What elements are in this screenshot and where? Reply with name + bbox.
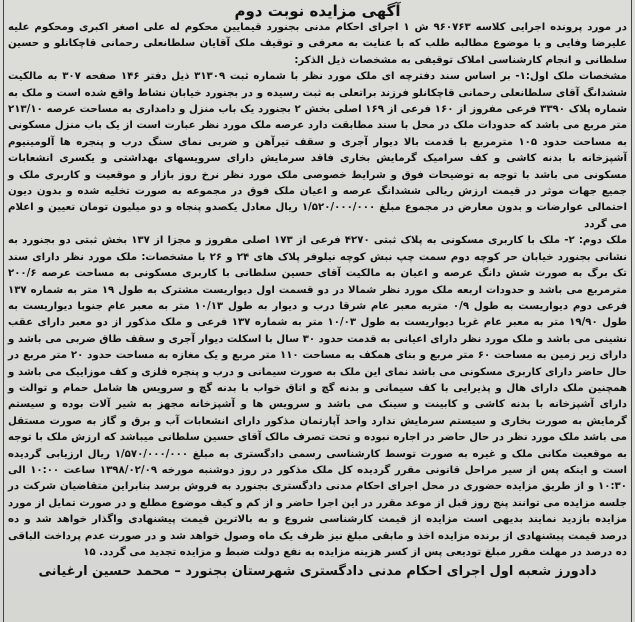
second-property-paragraph: ملک دوم: ۲- ملک با کاربری مسکونی به پلاک ثبتی ۴۲۷۰ فرعی از ۱۷۳ اصلی مفروز و مجزا از ۱۳۷ بخش ثبتی دو بجنورد به نشانی بجنورد خیابان حر کوچه دوم سمت چپ نبش کوچه نیلوفر پلاک های ۲۴ و ۲۶ با مشخصات: ملک مورد نظر دارای سند تک برگ به صورت شش دانگ عرصه و اعیان به مالکیت آقای حسین سلطانی با کاربری مسکونی به مساحت عرصه ۲۰۰/۶ مترمربع می باشد و حدودات اربعه ملک مورد نظر شمالا در دو قسمت اول دیواریست مشترک به طول ۱۹ متر به شماره ۱۳۷ فرعی دوم دیواریست به طول ۰/۹ متربه معبر عام شرقا درب و دیوار به طول ۱۰/۱۳ متر به معبر عام جنوبا دیواریست به طول ۱۹/۹۰ متر به معبر عام غربا دیواریست به طول ۱۰/۰۳ متر به شماره ۱۳۷ فرعی و ملک مذکور از دو معبر دارای عقب نشینی می باشد و ملک مورد نظر دارای اعیانی به قدمت حدود ۳۰ سال با اسکلت دیوار آجری و سقف طاق ضربی می باشد و دارای زیر زمین به مساحت ۶۰ متر مربع و بنای همکف به مساحت ۱۱۰ متر مربع و یک مغازه به مساحت حدود ۲۰ متر مربع در حال حاضر دارای کاربری مسکونی می باشد نمای این ملک به صورت سیمانی و درب و پنجره فلزی و کف موزاییک می باشد و همچنین ملک دارای هال و پذیرایی با کف سیمانی و بدنه گچ و اتاق خواب با بدنه گچ و سرویس ها شامل حمام و توالت و دارای آشپزخانه با بدنه کاشی و کابینت و سینک می باشد و سرویس ها و آشپزخانه مجهز به شیر آلات بوده و سیستم گرمایش به صورت بخاری و سیستم سرمایش ندارد واحد آپارتمان مذکور دارای انشعابات آب و برق و گاز به صورت مستقل می باشد ملک مورد نظر در حال حاضر در اجاره نبوده و تحت تصرف مالک آقای حسین سلطانی میباشد که ارزش ملک با توجه به موقعیت مکانی ملک و غیره به صورت توسط کارشناسی رسمی دادگستری به مبلغ ۱/۵۷۰/۰۰۰/۰۰۰ ریال ارزیابی گردیده است و اینکه پس از سیر مراحل قانونی مقرر گردیده کل ملک مذکور در روز دوشنبه مورخه ۱۳۹۸/۰۲/۰۹ ساعت ۱۰:۰۰ الی ۱۰:۳۰ و از طریق مزایده حضوری در محل اجرای احکام مدنی دادگستری بجنورد به فروش برسد بنابراین متقاضیان شرکت در جلسه مزایده می توانند پنج روز قبل از موعد مقرر در این اجرا حاضر و از کم و کیف موضوع مطلع و در صورت تمایل از مورد مزایده بازدید نمایند بدیهی است مزایده از قیمت کارشناسی شروع و به بالاترین قیمت پیشنهادی واگذار خواهد شد و ده درصد قیمت پیشنهادی از برنده مزایده اخذ و مابقی مبلغ نیز ظرف یک ماه وصول خواهد شد و در صورت عدم پرداخت الباقی ده درصد در مهلت مقرر مبلغ تودیعی پس از کسر هزینه مزایده به نفع دولت ضبط و مزایده تجدید می گردد. ۱۵ xyxy=(8,235,628,558)
intro-paragraph: در مورد پرونده اجرایی کلاسه ۹۶۰۷۶۳ ش ۱ اجرای احکام مدنی بجنورد قیمایین محکوم له علی اصغر اکبری ومحکوم علیه علیرضا وفایی و یا موضوع مطالبه طلب که با عنایت به معرفی و توقیف ملک آقایان سلطانعلی رحمانی قاچکانلو و حسین سلطانی و انجام کارشناسی املاک توقیفی به مشخصات ذیل الذکر: xyxy=(8,22,627,66)
first-property-paragraph: مشخصات ملک اول:۱- بر اساس سند دفترچه ای ملک مورد نظر با شماره ثبت ۳۱۳۰۹ ذیل دفتر ۱۴۶ صفحه ۳۰۷ به مالکیت ششدانگ آقای سلطانعلی رحمانی قاچکانلو فرزند براتعلی به ثبت رسیده و در بجنورد خیابان نشاط واقع شده است و ملک به شماره پلاک ۳۳۹۰ فرعی مفروز از ۱۶۰ فرعی از ۱۶۹ اصلی بخش ۲ بجنورد یک باب منزل و دامداری به مساحت عرصه ۲۱۳/۱۰ متر مربع می باشد که حدودات ملک در محل با سند مطابقت دارد عرصه ملک مورد نظر عبارت است از یک باب منزل مسکونی به مساحت حدود ۱۰۵ مترمربع با قدمت بالا دیوار آجری و سقف تیرآهن و ضربی نمای سنگ درب و پنجره ها آلومینیوم آشپزخانه با بدنه کاشی و کف سرامیک گرمایش بخاری فاقد سرمایش دارای سرویسهای بهداشتی و یکسری انشعابات مسکونی می باشد با توجه به توضیحات فوق و شرایط خصوصی ملک مورد نظر نرخ روز بازار و موقعیت و کاربری ملک و جمیع جهات موثر در قیمت ارزش ریالی ششدانگ عرصه و اعیان ملک فوق در مجموعه به صورت تخلیه شده و بدون دیون احتمالی عوارضات و بدون معارض در مجموع مبلغ ۱/۵۲۰/۰۰۰/۰۰۰ ریال معادل یکصدو پنجاه و دو میلیون تومان تعیین و اعلام می گردد xyxy=(8,71,627,230)
signature-line: دادورز شعبه اول اجرای احکام مدنی دادگستری شهرستان بجنورد – محمد حسین ارغیانی xyxy=(38,564,597,580)
notice-title: آگهی مزایده نوبت دوم xyxy=(234,2,401,20)
notice-body xyxy=(4,20,631,561)
